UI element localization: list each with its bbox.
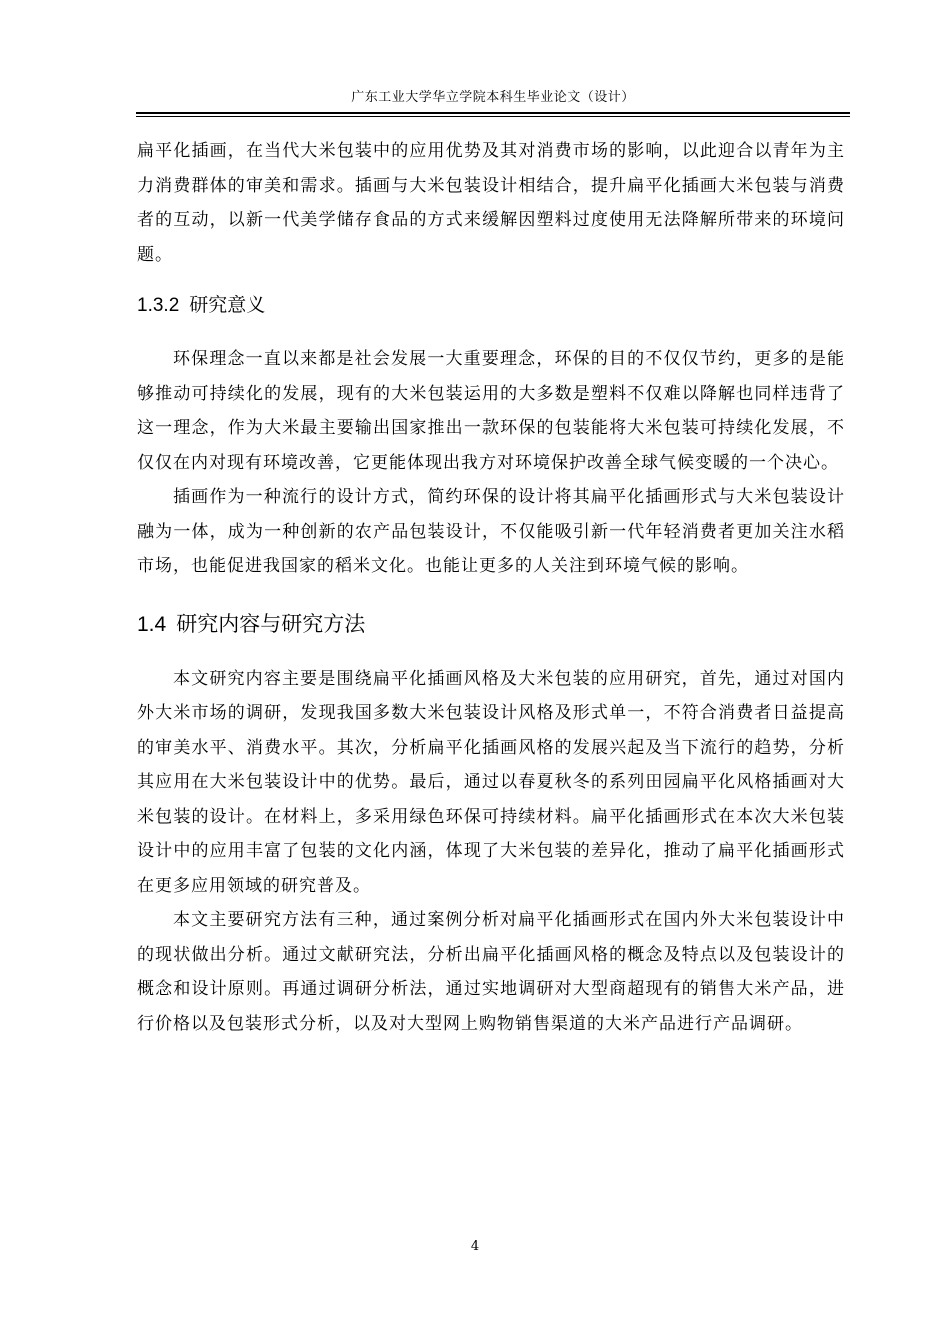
document-body <box>137 134 845 1041</box>
header-rule <box>136 112 850 114</box>
paragraph-continued: 扁平化插画，在当代大米包装中的应用优势及其对消费市场的影响，以此迎合以青年为主力消费群体的审美和需求。插画与大米包装设计相结合，提升扁平化插画大米包装与消费者的互动，以新一代美学储存食品的方式来缓解因塑料过度使用无法降解所带来的环境问题。 <box>137 141 845 265</box>
paragraph: 本文研究内容主要是围绕扁平化插画风格及大米包装的应用研究，首先，通过对国内外大米市场的调研，发现我国多数大米包装设计风格及形式单一，不符合消费者日益提高的审美水平、消费水平。其次，分析扁平化插画风格的发展兴起及当下流行的趋势，分析其应用在大米包装设计中的优势。最后，通过以春夏秋冬的系列田园扁平化风格插画对大米包装的设计。在材料上，多采用绿色环保可持续材料。扁平化插画形式在本次大米包装设计中的应用丰富了包装的文化内涵，体现了大米包装的差异化，推动了扁平化插画形式在更多应用领域的研究普及。 <box>137 668 845 896</box>
paragraph: 环保理念一直以来都是社会发展一大重要理念，环保的目的不仅仅节约，更多的是能够推动可持续化的发展，现有的大米包装运用的大多数是塑料不仅难以降解也同样违背了这一理念，作为大米最主要输出国家推出一款环保的包装能将大米包装可持续化发展，不仅仅在内对现有环境改善，它更能体现出我方对环境保护改善全球气候变暖的一个决心。 <box>137 349 845 473</box>
section-title: 研究意义 <box>189 295 266 316</box>
paragraph: 本文主要研究方法有三种，通过案例分析对扁平化插画形式在国内外大米包装设计中的现状做出分析。通过文献研究法，分析出扁平化插画风格的概念及特点以及包装设计的概念和设计原则。再通过调研分析法，通过实地调研对大型商超现有的销售大米产品，进行价格以及包装形式分析，以及对大型网上购物销售渠道的大米产品进行产品调研。 <box>137 910 845 1034</box>
section-heading-1-3-2 <box>137 292 845 320</box>
page-header: 广东工业大学华立学院本科生毕业论文（设计） <box>351 90 635 105</box>
section-number: 1.3.2 <box>137 295 180 316</box>
page-number: 4 <box>470 1239 480 1254</box>
section-number: 1.4 <box>137 612 167 636</box>
header-rule-thin <box>136 116 850 117</box>
section-title: 研究内容与研究方法 <box>176 612 366 636</box>
paragraph: 插画作为一种流行的设计方式，简约环保的设计将其扁平化插画形式与大米包装设计融为一体，成为一种创新的农产品包装设计，不仅能吸引新一代年轻消费者更加关注水稻市场，也能促进我国家的稻米文化。也能让更多的人关注到环境气候的影响。 <box>137 487 845 576</box>
section-heading-1-4 <box>137 610 845 640</box>
